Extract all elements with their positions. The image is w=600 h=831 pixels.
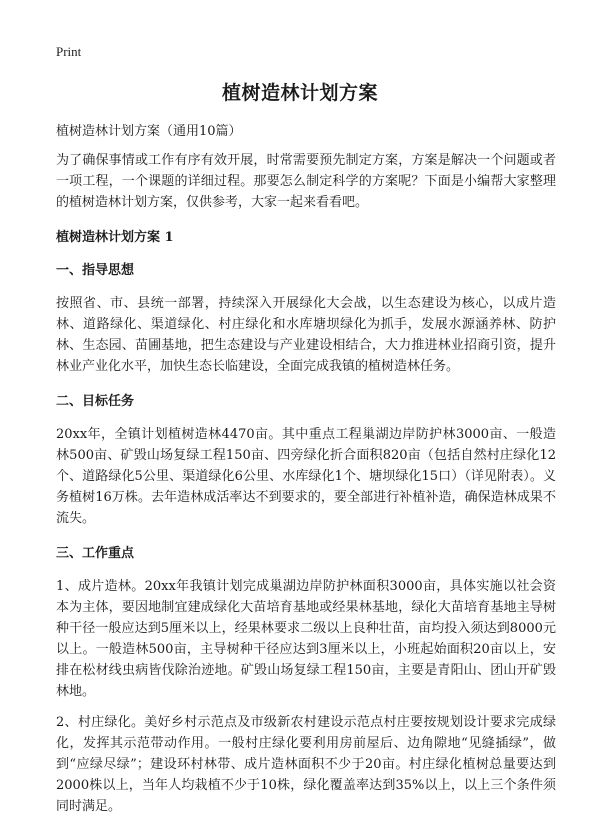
intro-paragraph: 为了确保事情或工作有序有效开展，时常需要预先制定方案，方案是解决一个问题或者一项工程，一个课题的详细过程。那要怎么制定科学的方案呢？下面是小编帮大家整理的植树造林计划方案，仅供参考，大家一起来看看吧。 <box>56 153 556 210</box>
section-heading-targets: 二、目标任务 <box>56 394 135 409</box>
document-body <box>56 121 556 831</box>
print-link[interactable]: Print <box>56 44 82 59</box>
targets-paragraph: 20xx年，全镇计划植树造林4470亩。其中重点工程巢湖边岸防护林3000亩、一般造林500亩、矿毁山场复绿工程150亩、四旁绿化折合面积820亩（包括自然村庄绿化12个、道路绿化5公里、渠道绿化6公里、水库绿化1个、塘坝绿化15口）（详见附表）。义务植树16万株。去年造林成活率达不到要求的，要全部进行补植补造，确保造林成果不流失。 <box>56 427 556 526</box>
guiding-ideology-paragraph: 按照省、市、县统一部署，持续深入开展绿化大会战，以生态建设为核心，以成片造林、道路绿化、渠道绿化、村庄绿化和水库塘坝绿化为抓手，发展水源涵养林、防护林、生态园、苗圃基地，把生态建设与产业建设相结合，大力推进林业招商引资，提升林业产业化水平，加快生态长临建设，全面完成我镇的植树造林任务。 <box>56 296 556 374</box>
document-subtitle: 植树造林计划方案（通用10篇） <box>56 124 242 139</box>
section-heading-guiding-ideology: 一、指导思想 <box>56 263 135 278</box>
section-heading-key-work: 三、工作重点 <box>56 546 135 561</box>
key-work-paragraph-village-greening: 2、村庄绿化。美好乡村示范点及市级新农村建设示范点村庄要按规划设计要求完成绿化，发挥其示范带动作用。一般村庄绿化要利用房前屋后、边角隙地“见缝插绿”，做到“应绿尽绿”；建设环村林带、成片造林面积不少于20亩。村庄绿化植树总量要达到2000株以上，当年人均栽植不少于10株，绿化覆盖率达到35%以上，以上三个条件须同时满足。 <box>56 715 556 814</box>
document-title: 植树造林计划方案 <box>221 82 378 104</box>
plan-heading: 植树造林计划方案 1 <box>56 230 174 245</box>
key-work-paragraph-afforestation: 1、成片造林。20xx年我镇计划完成巢湖边岸防护林面积3000亩，具体实施以社会资本为主体，要因地制宜建成绿化大苗培育基地或经果林基地，绿化大苗培育基地主导树种干径一般应达到5厘米以上，经果林要求二级以上良种壮苗，亩均投入须达到8000元以上。一般造林500亩，主导树种干径应达到3厘米以上，小班起始面积20亩以上，安排在松材线虫病皆伐除治迹地。矿毁山场复绿工程150亩，主要是青阳山、团山开矿毁林地。 <box>56 579 556 699</box>
